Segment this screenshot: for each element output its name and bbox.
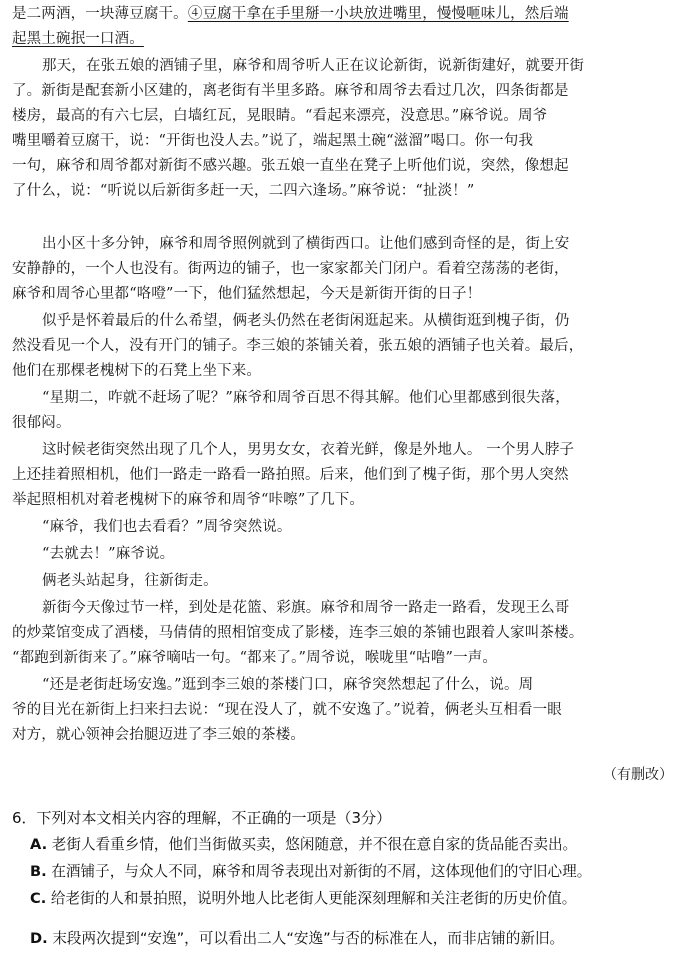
passage-line: “星期二，咋就不赶场了呢？”麻爷和周爷百思不得其解。他们心里都感到很失落，: [42, 390, 570, 406]
passage-line: 安静静的，一个人也没有。街两边的铺子，也一家家都关门闭户。看着空荡荡的老街，: [12, 261, 569, 277]
option-key: D.: [30, 930, 48, 947]
passage-line: 嘴里嚼着豆腐干，说：“开街也没人去。”说了，端起黑土碗“滋溜”喝口。你一句我: [12, 133, 534, 149]
option-text: 在酒铺子，与众人不同，麻爷和周爷表现出对新街的不屑，这体现他们的守旧心理。: [51, 863, 592, 880]
passage-line: 新街今天像过节一样，到处是花篮、彩旗。麻爷和周爷一路走一路看，发现王么哥: [42, 600, 570, 616]
option-text: 末段两次提到“安逸”，可以看出二人“安逸”与否的标准在人，而非店铺的新旧。: [52, 930, 565, 947]
option-key: A.: [30, 836, 48, 853]
passage-line: 俩老头站起身，往新街走。: [42, 573, 218, 589]
passage-line: 这时候老街突然出现了几个人，男男女女，衣着光鲜，像是外地人。 一个男人脖子: [42, 442, 575, 458]
passage-text: 是二两酒，一块薄豆腐干。: [12, 6, 188, 22]
passage-line: “麻爷，我们也去看看？”周爷突然说。: [42, 519, 292, 535]
passage-line: 似乎是怀着最后的什么希望，俩老头仍然在老街闲逛起来。从横街逛到槐子街，仍: [42, 313, 570, 329]
passage-line: [12, 2, 684, 26]
passage-line: 楼房，最高的有六七层，白墙红瓦，晃眼睛。“看起来漂亮，没意思。”麻爷说。周爷: [12, 108, 548, 124]
passage-line: 了。新街是配套新小区建的，离老街有半里多路。麻爷和周爷去看过几次，四条街都是: [12, 83, 569, 99]
passage-line: 他们在那棵老槐树下的石凳上坐下来。: [12, 363, 262, 379]
passage-line: 上还挂着照相机，他们一路走一路看一路拍照。后来，他们到了槐子街，那个男人突然: [12, 467, 569, 483]
passage-line: 然没看见一个人，没有开门的铺子。李三娘的茶铺关着，张五娘的酒铺子也关着。最后，: [12, 338, 584, 354]
passage-line: “都跑到新街来了。”麻爷嘀咕一句。“都来了。”周爷说，喉咙里“咕噜”一声。: [12, 650, 498, 666]
passage-line: 举起照相机对着老槐树下的麻爷和周爷“咔嚓”了几下。: [12, 492, 365, 508]
passage-line: 很郁闷。: [12, 415, 71, 431]
passage-line: 一句，麻爷和周爷都对新街不感兴趣。张五娘一直坐在凳子上听他们说，突然，像想起: [12, 158, 569, 174]
question-title: 6．下列对本文相关内容的理解，不正确的一项是（3分）: [12, 809, 392, 827]
option-text: 给老街的人和景拍照，说明外地人比老街人更能深刻理解和关注老街的历史价值。: [50, 890, 577, 907]
passage-line: 了什么，说：“听说以后新街多赶一天，二四六逢场。”麻爷说：“扯淡！”: [12, 183, 475, 199]
passage-line: 的炒菜馆变成了酒楼，马倩倩的照相馆变成了影楼，连李三娘的茶铺也跟着人家叫茶楼。: [12, 625, 584, 641]
passage-line: “去就去！”麻爷说。: [42, 546, 175, 562]
option-key: C.: [30, 890, 47, 907]
passage-line: 出小区十多分钟，麻爷和周爷照例就到了横街西口。让他们感到奇怪的是，街上安: [42, 236, 570, 252]
underlined-sentence: 起黑土碗抿一口酒。: [12, 31, 144, 47]
option-a[interactable]: [30, 833, 680, 857]
option-d[interactable]: [30, 927, 680, 951]
passage-line: 爷的目光在新街上扫来扫去说：“现在没人了，就不安逸了。”说着，俩老头互相看一眼: [12, 702, 562, 718]
source-note: （有删改）: [603, 767, 673, 783]
underlined-sentence: ④豆腐干拿在手里掰一小块放进嘴里，慢慢咂味儿，然后端: [187, 6, 569, 22]
passage-line: 对方，就心领神会抬腿迈进了李三娘的茶楼。: [12, 727, 305, 743]
option-c[interactable]: [30, 887, 680, 911]
passage-line: 那天，在张五娘的酒铺子里，麻爷和周爷听人正在议论新街，说新街建好，就要开街: [42, 58, 585, 74]
option-b[interactable]: [30, 860, 680, 884]
passage-line: “还是老街赶场安逸。”逛到李三娘的茶楼门口，麻爷突然想起了什么，说。周: [42, 677, 534, 693]
option-key: B.: [30, 863, 47, 880]
passage-line: [12, 27, 684, 51]
option-text: 老街人看重乡情，他们当街做买卖，悠闲随意，并不很在意自家的货品能否卖出。: [51, 836, 578, 853]
passage-line: 麻爷和周爷心里都“咯噔”一下，他们猛然想起，今天是新街开街的日子！: [12, 286, 482, 302]
